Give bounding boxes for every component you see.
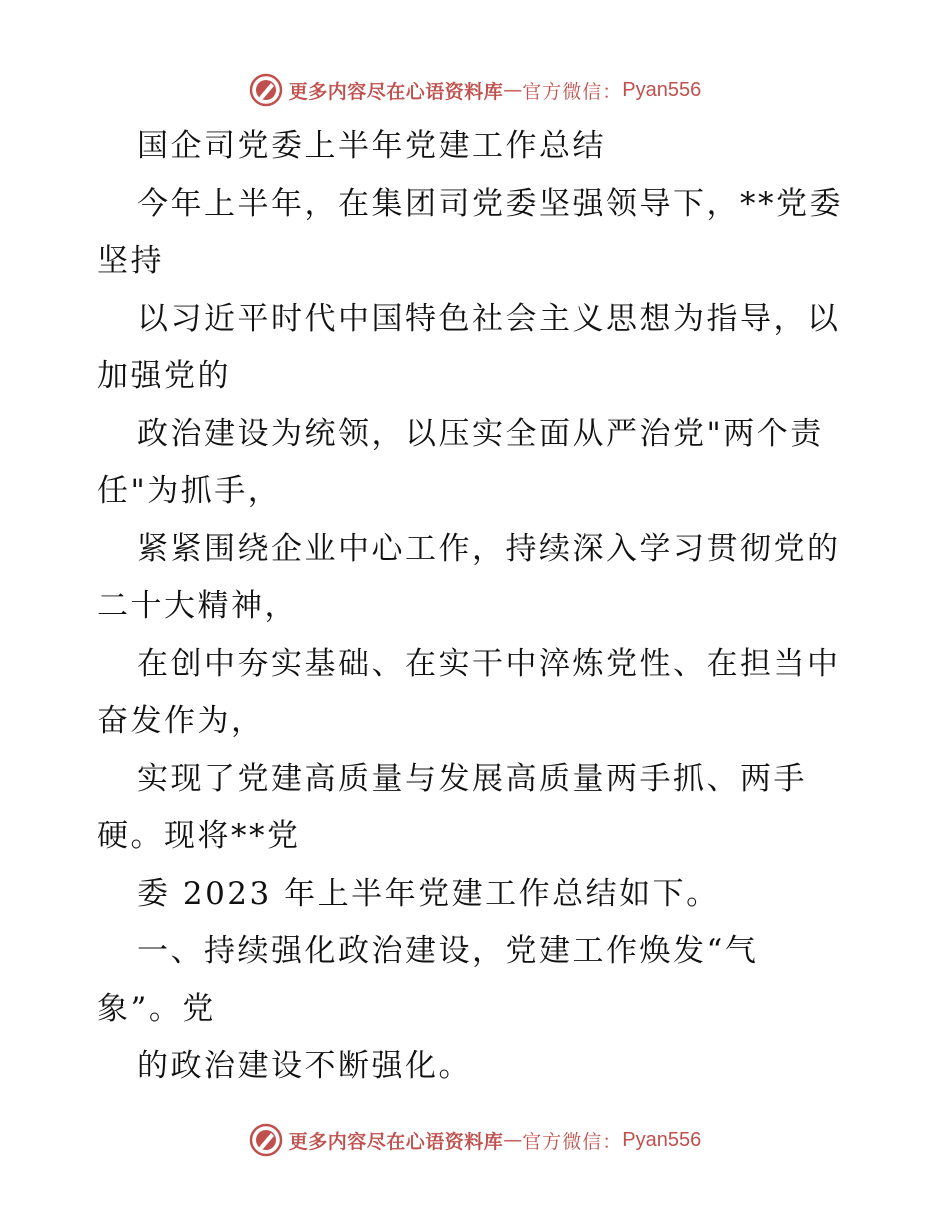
watermark-wechat-id: Pyan556 (622, 78, 702, 101)
text-line: 象”。党 (97, 990, 216, 1027)
text-line: 以习近平时代中国特色社会主义思想为指导，以 (137, 300, 841, 337)
pen-seal-icon (249, 1123, 283, 1157)
watermark-sub-text: 官方微信： (522, 1130, 623, 1153)
watermark-sub-text: 官方微信： (522, 80, 623, 103)
text-line: 紧紧围绕企业中心工作，持续深入学习贯彻党的 (137, 530, 841, 567)
text-line: 一、持续强化政治建设，党建工作焕发“气 (137, 933, 759, 969)
text-line: 政治建设为统领，以压实全面从严治党"两个责 (137, 415, 824, 452)
text-line: 硬。现将**党 (97, 818, 301, 854)
text-line: 国企司党委上半年党建工作总结 (137, 128, 606, 164)
pen-seal-icon (249, 73, 283, 107)
footer-watermark (0, 1120, 950, 1160)
text-line: 在创中夯实基础、在实干中淬炼党性、在担当中 (137, 645, 841, 682)
watermark-separator: — (503, 1129, 523, 1151)
watermark-main-text: 更多内容尽在心语资料库 (288, 1130, 504, 1153)
text-line: 任"为抓手， (97, 473, 282, 509)
document-body (97, 118, 857, 1096)
text-line: 委 2023 年上半年党建工作总结如下。 (137, 875, 720, 912)
text-line: 的政治建设不断强化。 (137, 1048, 472, 1084)
text-line: 坚持 (97, 243, 164, 279)
text-line: 实现了党建高质量与发展高质量两手抓、两手 (137, 760, 807, 797)
text-line: 二十大精神， (97, 588, 298, 624)
text-line: 奋发作为， (97, 703, 265, 739)
watermark-main-text: 更多内容尽在心语资料库 (288, 80, 504, 103)
watermark-separator: — (503, 79, 523, 101)
header-watermark (0, 70, 950, 110)
text-line: 今年上半年，在集团司党委坚强领导下，**党委 (137, 185, 843, 222)
watermark-wechat-id: Pyan556 (622, 1128, 702, 1151)
text-line: 加强党的 (97, 358, 231, 394)
